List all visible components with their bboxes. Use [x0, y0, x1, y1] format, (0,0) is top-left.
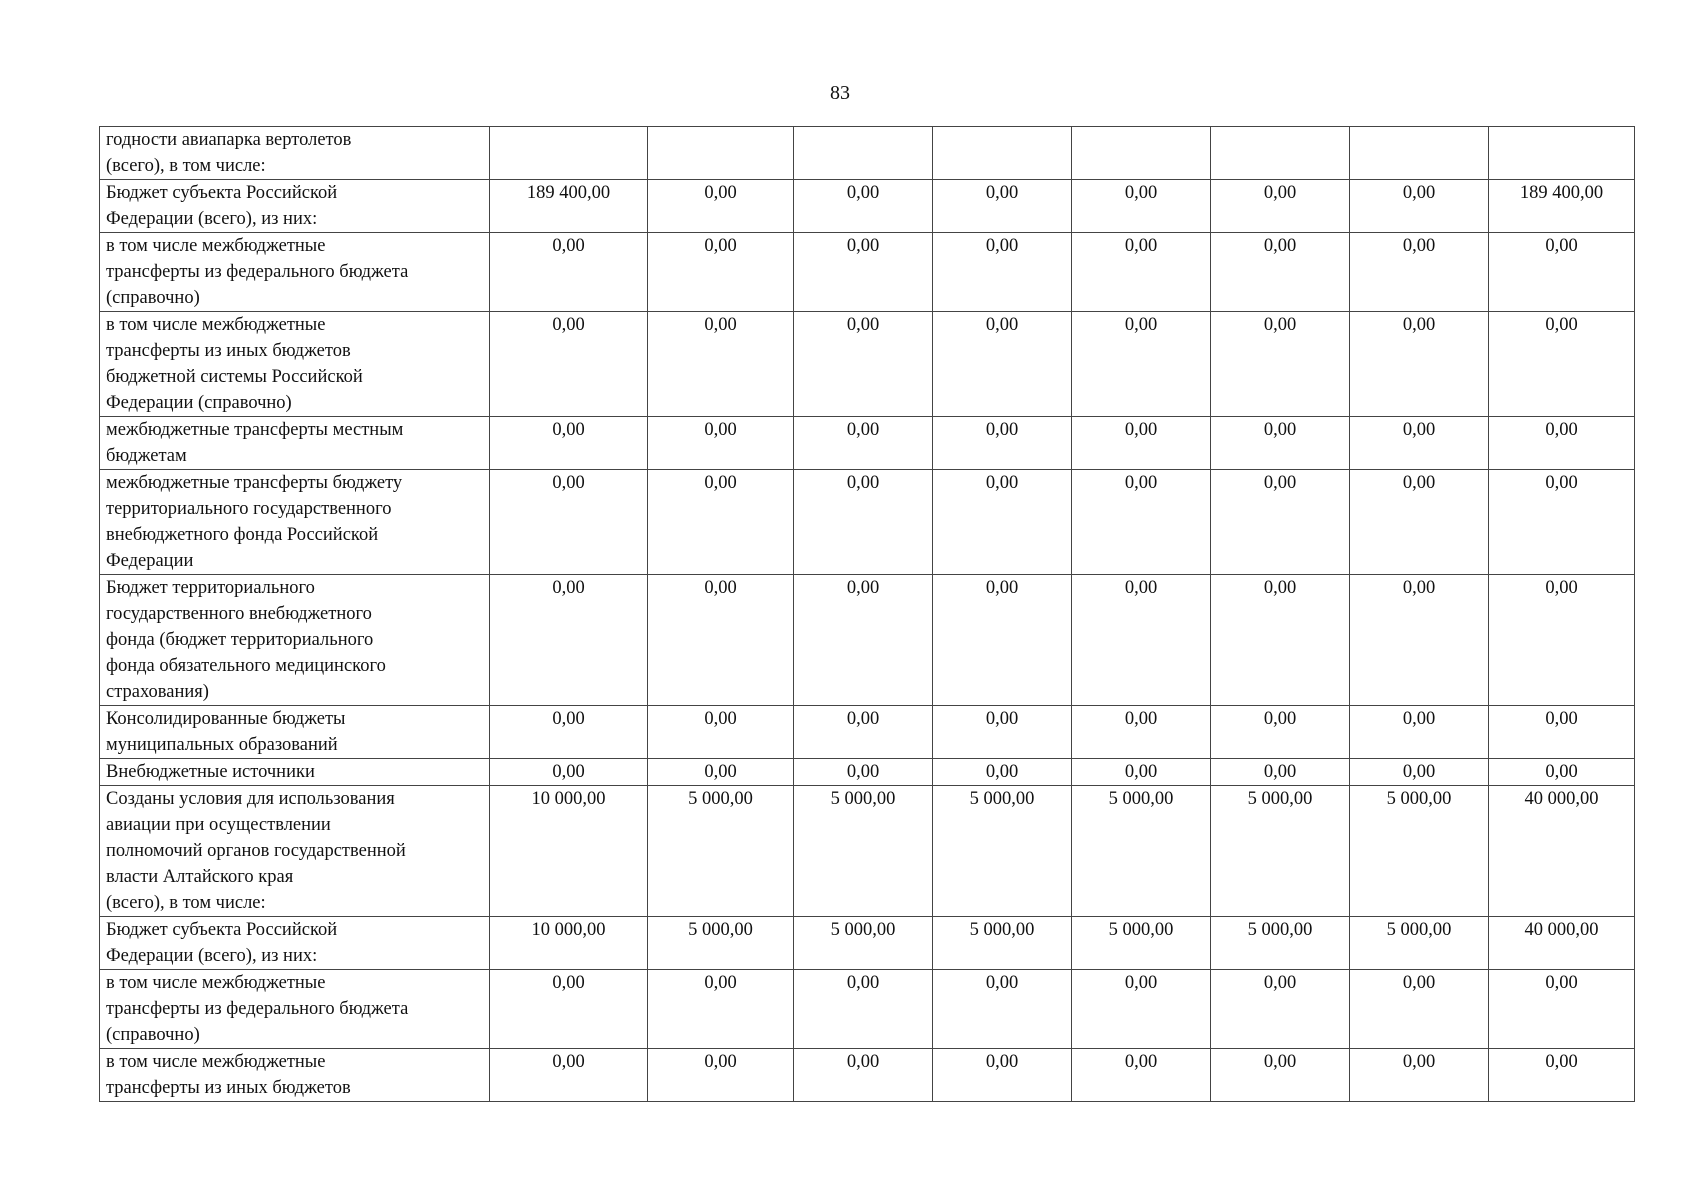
value-cell: 0,00: [1489, 470, 1635, 575]
value-cell: 0,00: [794, 759, 933, 786]
table-row: [100, 1049, 1635, 1102]
value-cell: [1350, 127, 1489, 180]
value-cell: 0,00: [1489, 706, 1635, 759]
value-cell: 0,00: [648, 970, 794, 1049]
value-cell: [933, 127, 1072, 180]
row-label: Созданы условия для использования авиации при осуществлении полномочий органов государственной власти Алтайского края (всего), в том числе:: [100, 786, 490, 917]
value-cell: 0,00: [1211, 759, 1350, 786]
table-row: [100, 312, 1635, 417]
table-row: [100, 575, 1635, 706]
value-cell: 5 000,00: [794, 786, 933, 917]
value-cell: [648, 127, 794, 180]
value-cell: 0,00: [1489, 970, 1635, 1049]
value-cell: 0,00: [1350, 1049, 1489, 1102]
value-cell: 0,00: [1489, 233, 1635, 312]
value-cell: 0,00: [490, 706, 648, 759]
table-row: [100, 706, 1635, 759]
row-label: Бюджет субъекта Российской Федерации (всего), из них:: [100, 917, 490, 970]
value-cell: 0,00: [490, 970, 648, 1049]
row-label: в том числе межбюджетные трансферты из иных бюджетов бюджетной системы Российской Федерации (справочно): [100, 312, 490, 417]
value-cell: 0,00: [933, 180, 1072, 233]
value-cell: 0,00: [1489, 759, 1635, 786]
value-cell: 0,00: [933, 233, 1072, 312]
value-cell: 0,00: [1350, 312, 1489, 417]
value-cell: 0,00: [794, 706, 933, 759]
value-cell: 5 000,00: [1211, 786, 1350, 917]
table-row: [100, 970, 1635, 1049]
value-cell: 5 000,00: [648, 917, 794, 970]
value-cell: 0,00: [1350, 470, 1489, 575]
value-cell: 10 000,00: [490, 917, 648, 970]
value-cell: 5 000,00: [794, 917, 933, 970]
value-cell: 5 000,00: [1350, 917, 1489, 970]
value-cell: 0,00: [1211, 470, 1350, 575]
value-cell: 5 000,00: [933, 917, 1072, 970]
value-cell: 0,00: [1072, 312, 1211, 417]
value-cell: 5 000,00: [1350, 786, 1489, 917]
value-cell: 0,00: [648, 759, 794, 786]
value-cell: [794, 127, 933, 180]
value-cell: 0,00: [1211, 575, 1350, 706]
value-cell: 189 400,00: [490, 180, 648, 233]
value-cell: 0,00: [648, 312, 794, 417]
value-cell: 0,00: [933, 759, 1072, 786]
value-cell: 5 000,00: [1072, 786, 1211, 917]
value-cell: 5 000,00: [648, 786, 794, 917]
value-cell: 0,00: [490, 312, 648, 417]
value-cell: 0,00: [1350, 970, 1489, 1049]
value-cell: 0,00: [648, 470, 794, 575]
value-cell: 0,00: [1350, 759, 1489, 786]
value-cell: 0,00: [1072, 759, 1211, 786]
value-cell: [490, 127, 648, 180]
value-cell: 0,00: [1350, 706, 1489, 759]
table-row: [100, 786, 1635, 917]
value-cell: 0,00: [490, 470, 648, 575]
value-cell: 0,00: [1350, 180, 1489, 233]
value-cell: 0,00: [1489, 417, 1635, 470]
value-cell: 0,00: [1072, 180, 1211, 233]
value-cell: 0,00: [490, 575, 648, 706]
value-cell: 5 000,00: [1211, 917, 1350, 970]
value-cell: 0,00: [490, 1049, 648, 1102]
value-cell: 40 000,00: [1489, 917, 1635, 970]
row-label: межбюджетные трансферты бюджету территориального государственного внебюджетного фонда Российской Федерации: [100, 470, 490, 575]
value-cell: 0,00: [1072, 575, 1211, 706]
value-cell: 0,00: [794, 1049, 933, 1102]
value-cell: 0,00: [1350, 417, 1489, 470]
value-cell: 0,00: [794, 417, 933, 470]
value-cell: 0,00: [490, 759, 648, 786]
value-cell: 0,00: [490, 417, 648, 470]
table-row: [100, 470, 1635, 575]
value-cell: 0,00: [1072, 706, 1211, 759]
value-cell: [1072, 127, 1211, 180]
value-cell: 0,00: [794, 470, 933, 575]
value-cell: 0,00: [490, 233, 648, 312]
value-cell: 0,00: [1211, 970, 1350, 1049]
value-cell: 0,00: [1072, 470, 1211, 575]
value-cell: 0,00: [648, 706, 794, 759]
value-cell: 10 000,00: [490, 786, 648, 917]
value-cell: 5 000,00: [1072, 917, 1211, 970]
value-cell: 0,00: [933, 417, 1072, 470]
value-cell: 189 400,00: [1489, 180, 1635, 233]
row-label: в том числе межбюджетные трансферты из иных бюджетов: [100, 1049, 490, 1102]
value-cell: 0,00: [1350, 233, 1489, 312]
value-cell: 0,00: [648, 417, 794, 470]
value-cell: 0,00: [1350, 575, 1489, 706]
page-number: 83: [830, 82, 850, 104]
row-label: в том числе межбюджетные трансферты из федерального бюджета (справочно): [100, 233, 490, 312]
value-cell: [1211, 127, 1350, 180]
value-cell: 0,00: [933, 970, 1072, 1049]
row-label: годности авиапарка вертолетов (всего), в том числе:: [100, 127, 490, 180]
table-row: [100, 127, 1635, 180]
value-cell: 0,00: [648, 180, 794, 233]
table-row: [100, 417, 1635, 470]
row-label: Бюджет субъекта Российской Федерации (всего), из них:: [100, 180, 490, 233]
value-cell: [1489, 127, 1635, 180]
table-body: [100, 127, 1635, 1102]
value-cell: 0,00: [1211, 180, 1350, 233]
value-cell: 0,00: [1072, 233, 1211, 312]
value-cell: 0,00: [1211, 1049, 1350, 1102]
row-label: Консолидированные бюджеты муниципальных образований: [100, 706, 490, 759]
table-row: [100, 759, 1635, 786]
value-cell: 0,00: [933, 470, 1072, 575]
value-cell: 0,00: [794, 575, 933, 706]
row-label: в том числе межбюджетные трансферты из федерального бюджета (справочно): [100, 970, 490, 1049]
row-label: Внебюджетные источники: [100, 759, 490, 786]
value-cell: 0,00: [794, 180, 933, 233]
value-cell: 0,00: [933, 312, 1072, 417]
value-cell: 0,00: [1211, 417, 1350, 470]
value-cell: 0,00: [648, 575, 794, 706]
value-cell: 0,00: [648, 1049, 794, 1102]
value-cell: 0,00: [794, 970, 933, 1049]
table-row: [100, 180, 1635, 233]
value-cell: 0,00: [1489, 312, 1635, 417]
value-cell: 0,00: [1211, 706, 1350, 759]
value-cell: 0,00: [1489, 1049, 1635, 1102]
value-cell: 0,00: [794, 312, 933, 417]
value-cell: 0,00: [1072, 970, 1211, 1049]
row-label: межбюджетные трансферты местным бюджетам: [100, 417, 490, 470]
value-cell: 0,00: [933, 706, 1072, 759]
value-cell: 0,00: [933, 575, 1072, 706]
value-cell: 0,00: [1211, 233, 1350, 312]
value-cell: 0,00: [794, 233, 933, 312]
value-cell: 0,00: [1072, 1049, 1211, 1102]
budget-table: [99, 126, 1635, 1102]
value-cell: 0,00: [1489, 575, 1635, 706]
value-cell: 0,00: [1072, 417, 1211, 470]
table-row: [100, 917, 1635, 970]
value-cell: 0,00: [1211, 312, 1350, 417]
table-row: [100, 233, 1635, 312]
row-label: Бюджет территориального государственного внебюджетного фонда (бюджет территориального фонда обязательного медицинского страхования): [100, 575, 490, 706]
value-cell: 40 000,00: [1489, 786, 1635, 917]
value-cell: 0,00: [648, 233, 794, 312]
value-cell: 0,00: [933, 1049, 1072, 1102]
value-cell: 5 000,00: [933, 786, 1072, 917]
